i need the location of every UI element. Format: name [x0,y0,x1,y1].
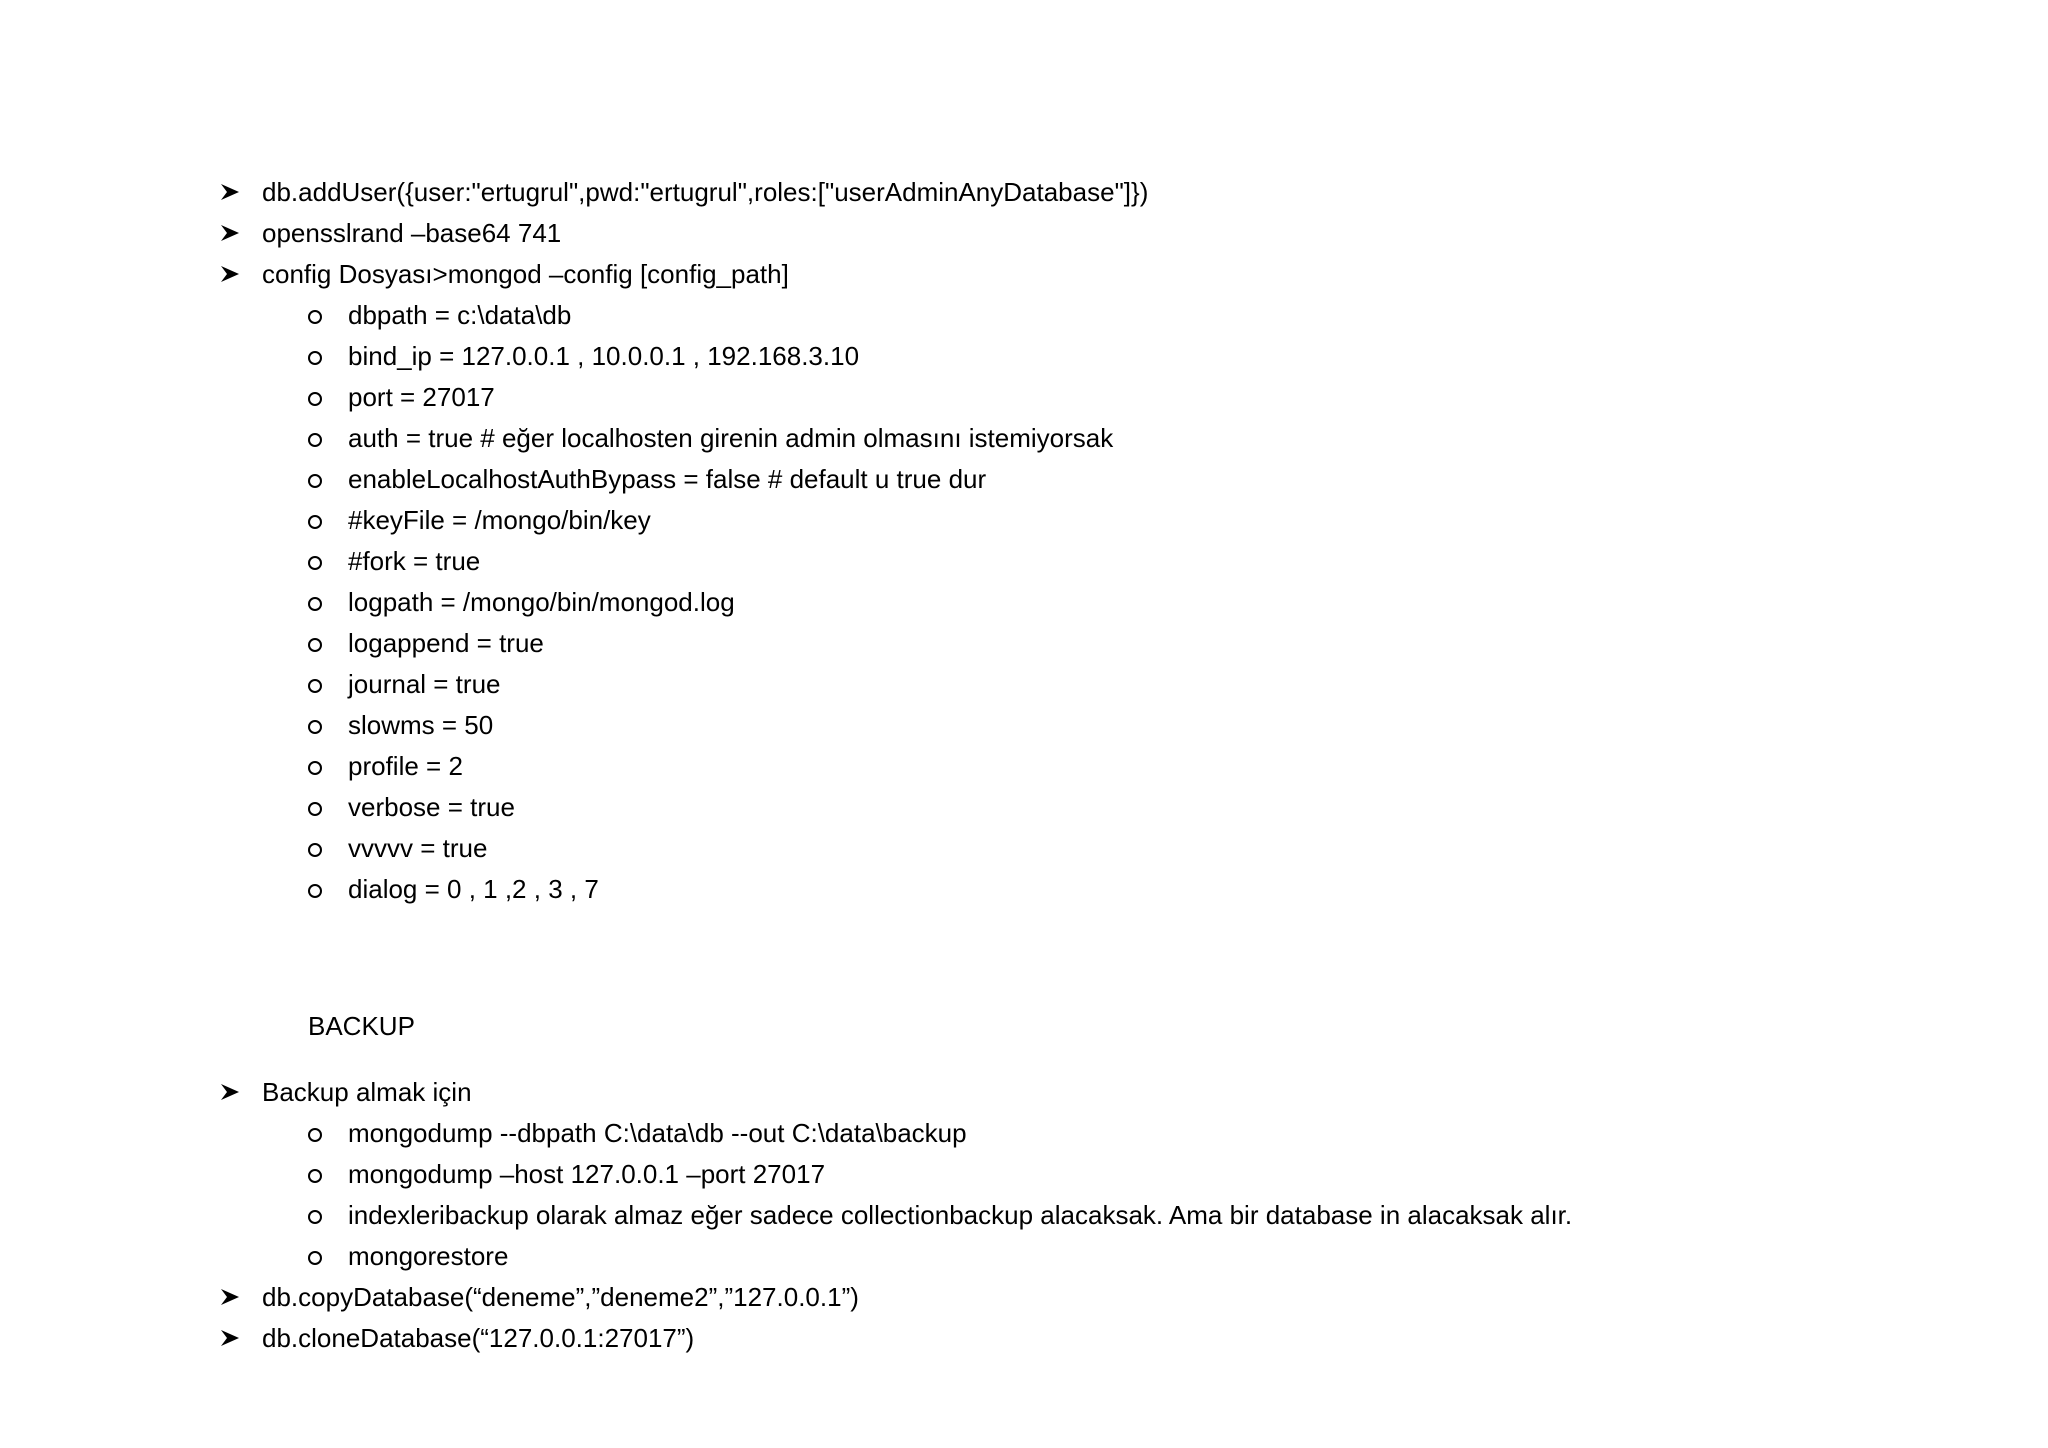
sub-list-item-text: indexleribackup olarak almaz eğer sadece collectionbackup alacaksak. Ama bir database in alacaksak alır. [348,1200,1573,1230]
arrow-bullet-icon [220,213,244,254]
list-item-text: Backup almak için [262,1077,472,1107]
list-item-text: db.cloneDatabase(“127.0.0.1:27017”) [262,1323,695,1353]
sub-list-item-text: profile = 2 [348,751,463,781]
circle-bullet-icon [306,295,324,336]
circle-bullet-icon [306,787,324,828]
circle-bullet-icon [306,1236,324,1277]
arrow-bullet-icon [220,254,244,295]
arrow-bullet-icon [220,1072,244,1113]
circle-bullet-icon [306,1195,324,1236]
list-item-text: db.addUser({user:"ertugrul",pwd:"ertugrul",roles:["userAdminAnyDatabase"]}) [262,177,1149,207]
sub-list-item-text: port = 27017 [348,382,495,412]
sub-list-item-text: #keyFile = /mongo/bin/key [348,505,651,535]
sub-list-item-text: auth = true # eğer localhosten girenin admin olmasını istemiyorsak [348,423,1114,453]
circle-bullet-icon [306,828,324,869]
arrow-bullet-icon [220,1277,244,1318]
sub-list-item-text: bind_ip = 127.0.0.1 , 10.0.0.1 , 192.168.3.10 [348,341,860,371]
circle-bullet-icon [306,541,324,582]
sub-list-item-text: journal = true [348,669,501,699]
sub-list-item-text: mongodump –host 127.0.0.1 –port 27017 [348,1159,826,1189]
circle-bullet-icon [306,1154,324,1195]
list-item-text: db.copyDatabase(“deneme”,”deneme2”,”127.0.0.1”) [262,1282,859,1312]
circle-bullet-icon [306,377,324,418]
sub-list-item-text: #fork = true [348,546,481,576]
arrow-bullet-icon [220,1318,244,1359]
list-item-text: opensslrand –base64 741 [262,218,562,248]
circle-bullet-icon [306,418,324,459]
sub-list-item-text: logappend = true [348,628,544,658]
sub-list-item-text: logpath = /mongo/bin/mongod.log [348,587,735,617]
section-heading: BACKUP [308,1011,415,1041]
circle-bullet-icon [306,705,324,746]
sub-list-item-text: verbose = true [348,792,515,822]
sub-list-item-text: enableLocalhostAuthBypass = false # default u true dur [348,464,987,494]
circle-bullet-icon [306,746,324,787]
sub-list-item-text: dialog = 0 , 1 ,2 , 3 , 7 [348,874,599,904]
arrow-bullet-icon [220,172,244,213]
circle-bullet-icon [306,869,324,910]
circle-bullet-icon [306,623,324,664]
circle-bullet-icon [306,336,324,377]
circle-bullet-icon [306,1113,324,1154]
circle-bullet-icon [306,459,324,500]
sub-list-item-text: slowms = 50 [348,710,494,740]
sub-list-item-text: vvvvv = true [348,833,488,863]
sub-list-item-text: dbpath = c:\data\db [348,300,572,330]
sub-list-item-text: mongodump --dbpath C:\data\db --out C:\data\backup [348,1118,967,1148]
sub-list-item-text: mongorestore [348,1241,509,1271]
circle-bullet-icon [306,582,324,623]
circle-bullet-icon [306,664,324,705]
list-item-text: config Dosyası>mongod –config [config_path] [262,259,789,289]
circle-bullet-icon [306,500,324,541]
